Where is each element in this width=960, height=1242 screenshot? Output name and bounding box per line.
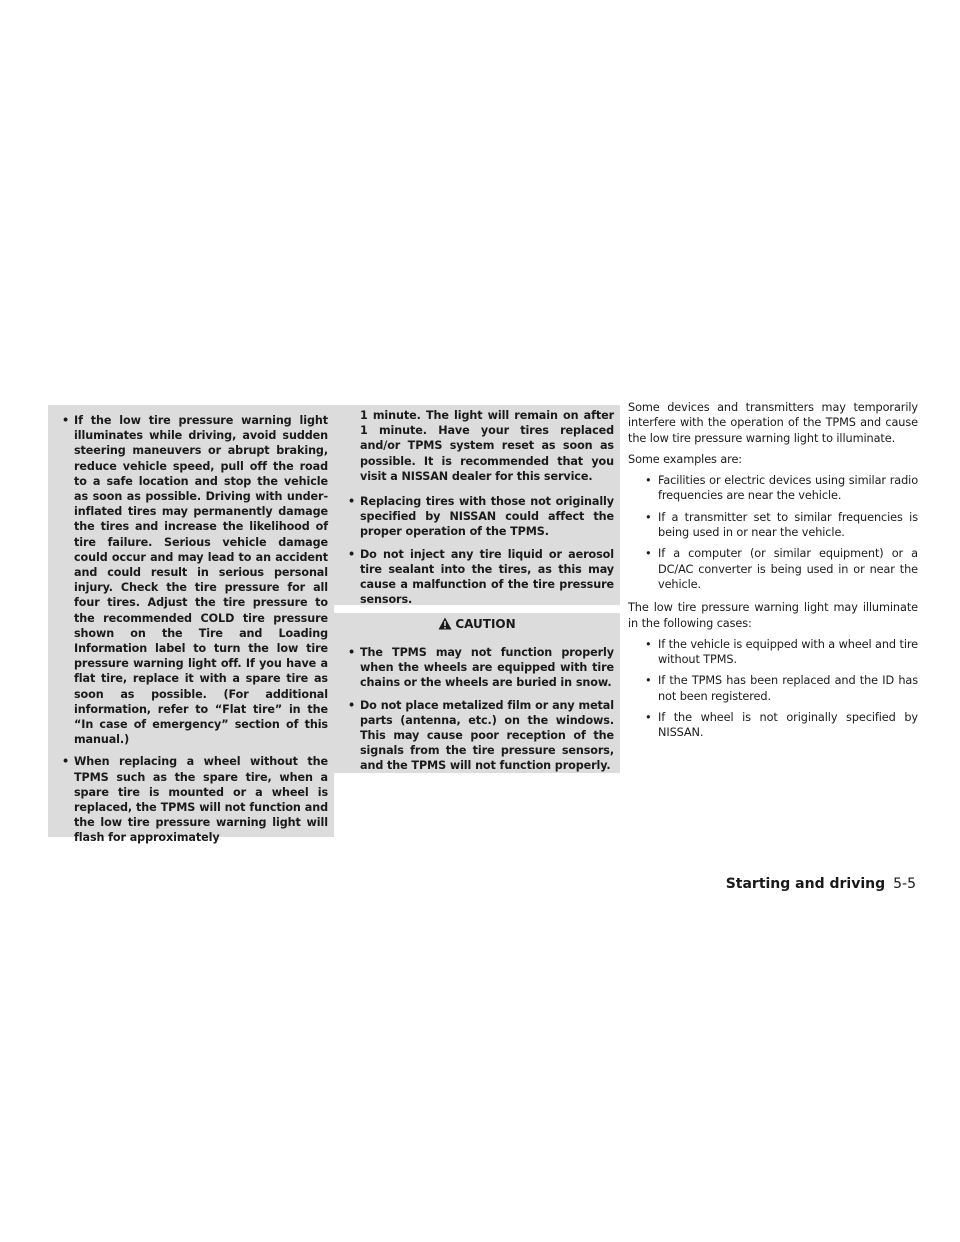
cases-label: The low tire pressure warning light may illuminate in the following cases: (628, 601, 918, 630)
section-title: Starting and driving (725, 876, 886, 892)
example-item: • Facilities or electric devices using similar radio frequencies are near the vehicle. (628, 473, 918, 504)
interference-intro: Some devices and transmitters may temporarily interfere with the operation of the TPMS and cause the low tire pressure warning light to illuminate. (628, 401, 918, 445)
case-item: • If the TPMS has been replaced and the ID has not been registered. (628, 673, 918, 704)
warning-list (48, 405, 334, 846)
caution-list (334, 645, 620, 774)
info-column (628, 400, 918, 749)
examples-list (628, 473, 918, 592)
warning-item: • Replacing tires with those not originally specified by NISSAN could affect the proper operation of the TPMS. (344, 494, 614, 540)
example-item: • If a computer (or similar equipment) or a DC/AC converter is being used in or near the vehicle. (628, 546, 918, 592)
caution-item: • The TPMS may not function properly when the wheels are equipped with tire chains or the wheels are buried in snow. (344, 645, 614, 691)
case-item: • If the vehicle is equipped with a wheel and tire without TPMS. (628, 637, 918, 668)
caution-item: • Do not place metalized film or any metal parts (antenna, etc.) on the windows. This may cause poor reception of the signals from the tire pressure sensors, and the TPMS will not function properly. (344, 698, 614, 774)
example-item: • If a transmitter set to similar frequencies is being used in or near the vehicle. (628, 510, 918, 541)
warning-box (48, 405, 334, 845)
case-item: • If the wheel is not originally specified by NISSAN. (628, 710, 918, 741)
caution-heading (334, 617, 620, 637)
examples-label: Some examples are: (628, 452, 743, 466)
caution-box (334, 613, 620, 773)
warning-box-continued (334, 405, 620, 605)
cases-list (628, 637, 918, 741)
page-number: 5-5 (893, 876, 916, 892)
warning-item: • When replacing a wheel without the TPMS such as the spare tire, when a spare tire is mounted or a wheel is replaced, the TPMS will not function and the low tire pressure warning light will flash for approximately (58, 754, 328, 845)
warning-list (334, 491, 620, 607)
page-footer (726, 876, 916, 892)
caution-title: CAUTION (455, 617, 516, 631)
warning-continuation: 1 minute. The light will remain on after 1 minute. Have your tires replaced and/or TPMS system reset as soon as possible. It is recommended that you visit a NISSAN dealer for this service. (360, 409, 614, 483)
warning-item: • Do not inject any tire liquid or aerosol tire sealant into the tires, as this may cause a malfunction of the tire pressure sensors. (344, 547, 614, 608)
warning-triangle-icon (438, 617, 452, 630)
warning-item: • If the low tire pressure warning light illuminates while driving, avoid sudden steering maneuvers or abrupt braking, reduce vehicle speed, pull off the road to a safe location and stop the vehicle as soon as possible. Driving with under-inflated tires may permanently damage the tires and increase the likelihood of tire failure. Serious vehicle damage could occur and may lead to an accident and could result in serious personal injury. Check the tire pressure for all four tires. Adjust the tire pressure to the recommended COLD tire pressure shown on the Tire and Loading Information label to turn the low tire pressure warning light off. If you have a flat tire, replace it with a spare tire as soon as possible. (For additional information, refer to “Flat tire” in the “In case of emergency” section of this manual.) (58, 413, 328, 747)
